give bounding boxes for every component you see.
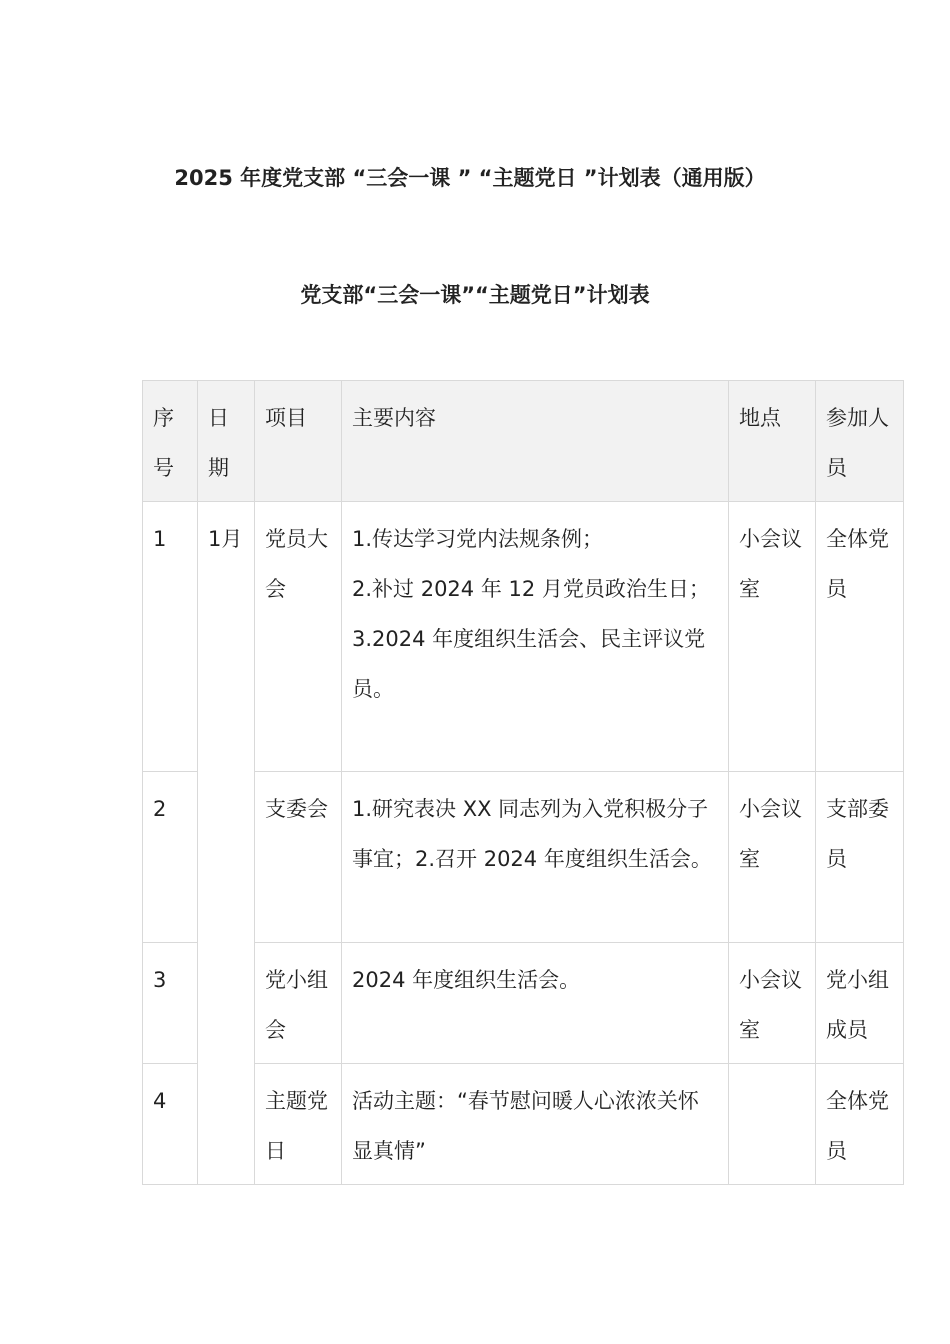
- header-index: 序号: [143, 381, 198, 502]
- header-content: 主要内容: [342, 381, 729, 502]
- row-index: 4: [143, 1064, 198, 1185]
- row-item: 主题党日: [255, 1064, 342, 1185]
- row-content: [342, 1064, 729, 1185]
- row-content: [342, 772, 729, 943]
- header-date: 日期: [198, 381, 255, 502]
- row-content: [342, 943, 729, 1064]
- row-item: 党小组会: [255, 943, 342, 1064]
- row-location: 小会议室: [729, 502, 816, 772]
- row-item: 党员大会: [255, 502, 342, 772]
- row-location: [729, 1064, 816, 1185]
- row-item: 支委会: [255, 772, 342, 943]
- row-index: 1: [143, 502, 198, 772]
- row-index: 3: [143, 943, 198, 1064]
- content-line: 1.传达学习党内法规条例；: [352, 527, 604, 551]
- table-row: [143, 943, 904, 1064]
- header-item: 项目: [255, 381, 342, 502]
- document-title: 2025 年度党支部 “三会一课 ” “主题党日 ”计划表（通用版）: [174, 166, 766, 190]
- table-row: [143, 1064, 904, 1185]
- row-content: [342, 502, 729, 772]
- table-title: 党支部“三会一课”“主题党日”计划表: [300, 283, 650, 307]
- row-participants: 党小组成员: [816, 943, 904, 1064]
- month-cell: 1月: [198, 502, 255, 1185]
- row-participants: 全体党员: [816, 502, 904, 772]
- row-index: 2: [143, 772, 198, 943]
- content-line: 2.补过 2024 年 12 月党员政治生日；: [352, 577, 710, 601]
- content-line: 2024 年度组织生活会。: [352, 968, 581, 992]
- content-line: 3.2024 年度组织生活会、民主评议党员。: [352, 627, 706, 701]
- row-participants: 全体党员: [816, 1064, 904, 1185]
- row-participants: 支部委员: [816, 772, 904, 943]
- header-participants: 参加人员: [816, 381, 904, 502]
- content-line: 活动主题：“春节慰问暖人心浓浓关怀显真情”: [352, 1089, 699, 1163]
- plan-table: [142, 380, 904, 1185]
- table-row: [143, 502, 904, 772]
- row-location: 小会议室: [729, 772, 816, 943]
- header-location: 地点: [729, 381, 816, 502]
- table-row: [143, 772, 904, 943]
- row-location: 小会议室: [729, 943, 816, 1064]
- table-header-row: [143, 381, 904, 502]
- content-line: 1.研究表决 XX 同志列为入党积极分子事宜；2.召开 2024 年度组织生活会。: [352, 797, 712, 871]
